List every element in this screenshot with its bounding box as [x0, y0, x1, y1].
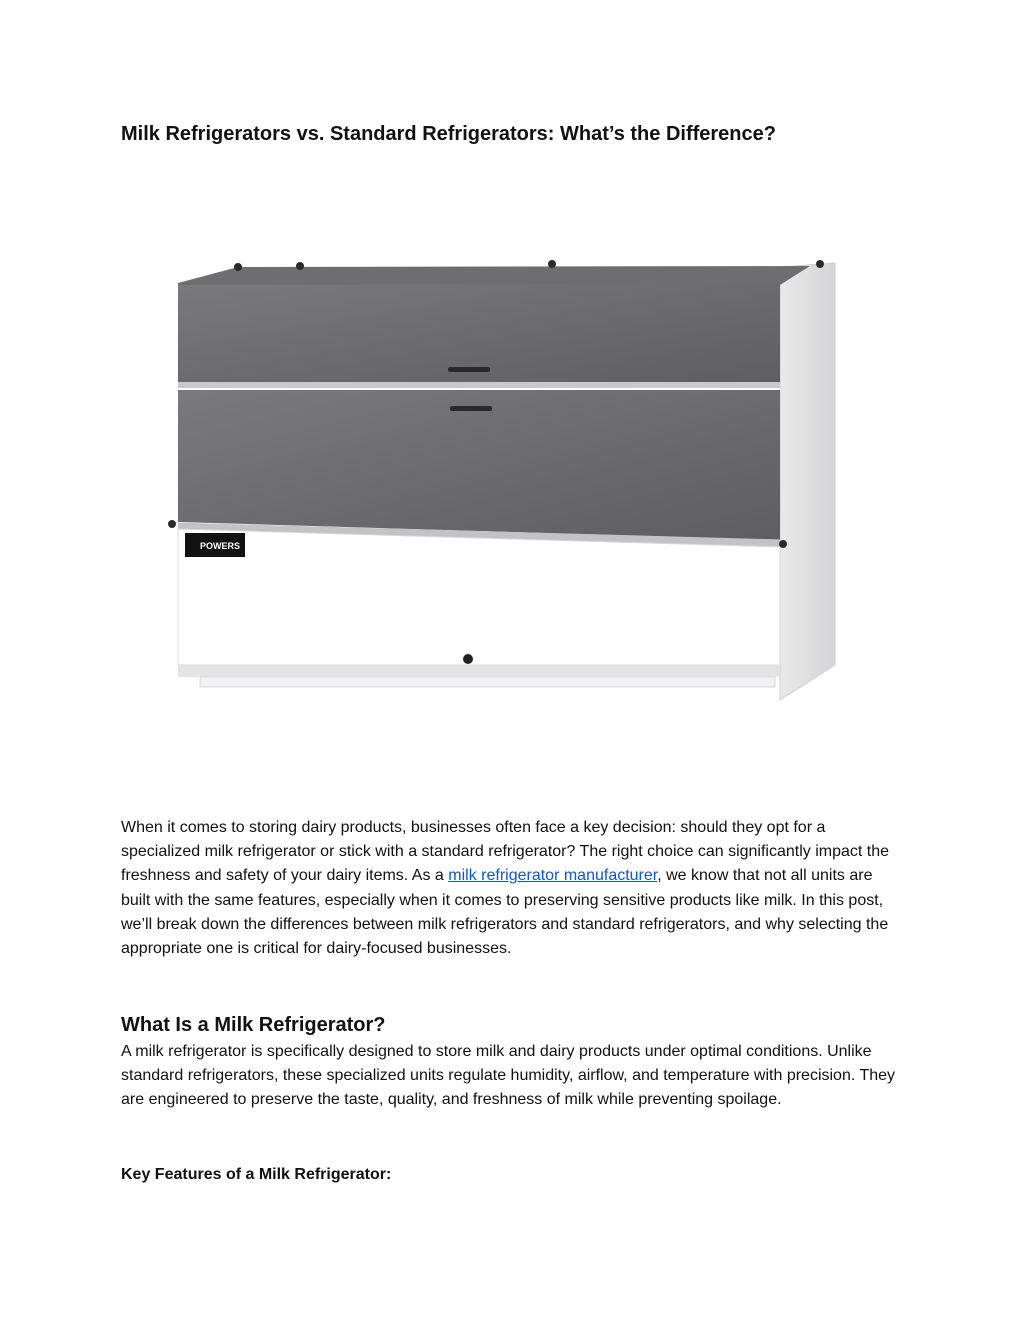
intro-text-before-link: When it comes to storing dairy products, businesses often face a key decision: should they opt for a specialized milk refrigerator or stick with a standard refrigerator? The right choice can significantly impact the freshness and safety of your dairy items. As a: [121, 819, 890, 885]
section-paragraph-what-is: A milk refrigerator is specifically designed to store milk and dairy products under optimal conditions. Unlike standard refrigerators, these specialized units regulate humidity, airflow, and temperature with precision. They are engineered to preserve the taste, quality, and freshness of milk while preventing spoilage.: [121, 1043, 896, 1109]
section-heading-what-is: What Is a Milk Refrigerator?: [121, 1014, 386, 1036]
brand-label: POWERS: [200, 541, 241, 551]
page-title: Milk Refrigerators vs. Standard Refrigerators: What’s the Difference?: [121, 123, 776, 145]
intro-paragraph: [121, 816, 906, 961]
milk-refrigerator-image: [120, 245, 850, 725]
section-heading-key-features: Key Features of a Milk Refrigerator:: [121, 1166, 392, 1183]
intro-text-after-link: , we know that not all units are built with the same features, especially when it comes to preserving sensitive products like milk. In this post, we’ll break down the differences between milk refrigerators and standard refrigerators, and why selecting the appropriate one is critical for dairy-focused businesses.: [121, 867, 889, 958]
manufacturer-link[interactable]: milk refrigerator manufacturer: [448, 867, 658, 885]
